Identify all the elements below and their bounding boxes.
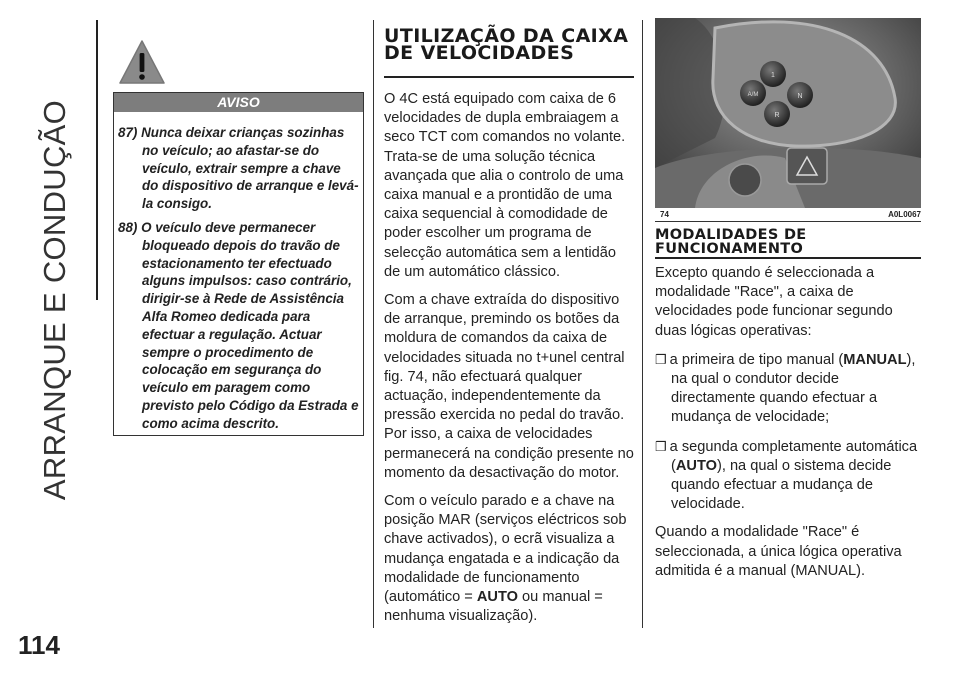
list-item [655, 350, 921, 428]
page-number: 114 [18, 630, 60, 660]
paragraph-bold: AUTO [476, 589, 518, 606]
paragraph: Com a chave extraída do dispositivo de arranque, premindo os botões da moldura de comandos da caixa de velocidades situada no t+unel central fig. 74, não efectuará qualquer actuação, independentemente da pressão exercida no pedal do travão. Por isso, a caixa de velocidades permanecerá na condição presente no momento da desactivação do motor. [384, 292, 634, 481]
checkbox-bullet-icon: ❒ [655, 438, 667, 454]
side-divider [96, 20, 98, 300]
paragraph-text: Com o veículo parado e a chave na posição MAR (serviços eléctricos sob chave activados), o ecrã visualiza a mudança engatada e a indicação da modalidade de funcionamento (automático = [384, 493, 627, 606]
warning-item-number: 87) [118, 125, 138, 140]
gear-selector-photo [655, 18, 921, 208]
section-title-modes: MODALIDADES DE FUNCIONAMENTO [655, 227, 807, 257]
checkbox-bullet-icon: ❒ [655, 351, 667, 367]
warning-item [118, 219, 360, 433]
section-title-gearbox: UTILIZAÇÃO DA CAIXA DE VELOCIDADES [384, 25, 629, 64]
side-section-title: ARRANQUE E CONDUÇÃO [37, 99, 72, 501]
title-underline [384, 76, 634, 78]
modes-list [655, 350, 921, 515]
warning-triangle-icon [117, 38, 167, 86]
warning-item [118, 124, 360, 213]
paragraph: Excepto quando é seleccionada a modalidade "Race", a caixa de velocidades pode funcionar segundo duas lógicas operativas: [655, 265, 893, 339]
list-item-bold: MANUAL [843, 351, 907, 368]
column-divider-2 [642, 20, 643, 628]
gear-button-label-r: R [774, 112, 780, 119]
modes-text [655, 264, 921, 590]
list-item-text: a segunda completamente automática ( [669, 438, 918, 474]
paragraph [384, 492, 636, 626]
warning-item-text: Nunca deixar crianças sozinhas no veículo; ao afastar-se do veículo, extrair sempre a chave do dispositivo de arranque e levá-la consigo. [141, 125, 359, 212]
warning-list [118, 124, 360, 439]
gear-button-label-1: 1 [771, 72, 775, 79]
list-item-bold: AUTO [675, 457, 717, 474]
gearbox-text [384, 90, 636, 635]
gear-console-illustration [655, 18, 921, 208]
paragraph: Quando a modalidade "Race" é seleccionada, a única lógica operativa admitida é a manual (MANUAL). [655, 524, 902, 579]
column-divider-1 [373, 20, 374, 628]
list-item [655, 437, 921, 515]
figure-underline [655, 221, 921, 222]
warning-item-text: O veículo deve permanecer bloqueado depois do travão de estacionamento ter efectuado alguns impulsos: caso contrário, dirigir-se à Rede de Assistência Alfa Romeo dedicada para efectuar a regulação. Actuar sempre o procedimento de colocação em segurança do veículo em paragem como previsto pelo Código da Estrada e como acima descrito. [141, 219, 359, 431]
subtitle-underline [655, 257, 921, 259]
figure-code: A0L0067 [888, 210, 921, 219]
gear-button-label-n: N [797, 93, 803, 100]
list-item-text: ), na qual o condutor decide directamente quando efectuar a mudança de velocidade; [671, 351, 916, 426]
figure-number: 74 [660, 210, 669, 219]
warning-header: AVISO [114, 93, 363, 112]
warning-item-number: 88) [118, 219, 138, 235]
paragraph-text: ou manual = nenhuma visualização). [384, 589, 603, 625]
gear-button-label-am: A/M [747, 92, 759, 98]
list-item-text: a primeira de tipo manual ( [669, 351, 844, 368]
paragraph: O 4C está equipado com caixa de 6 velocidades de dupla embraiagem a seco TCT com comandos no volante. Trata-se de uma solução técnica avançada que alia o controlo de uma caixa manual e a prontidão de uma caixa sequencial à comodidade de poder escolher um programa de selecção automática sem a lentidão de um automático clássico. [384, 91, 626, 280]
list-item-text: ), na qual o sistema decide quando efectuar a mudança de velocidade. [671, 457, 892, 513]
